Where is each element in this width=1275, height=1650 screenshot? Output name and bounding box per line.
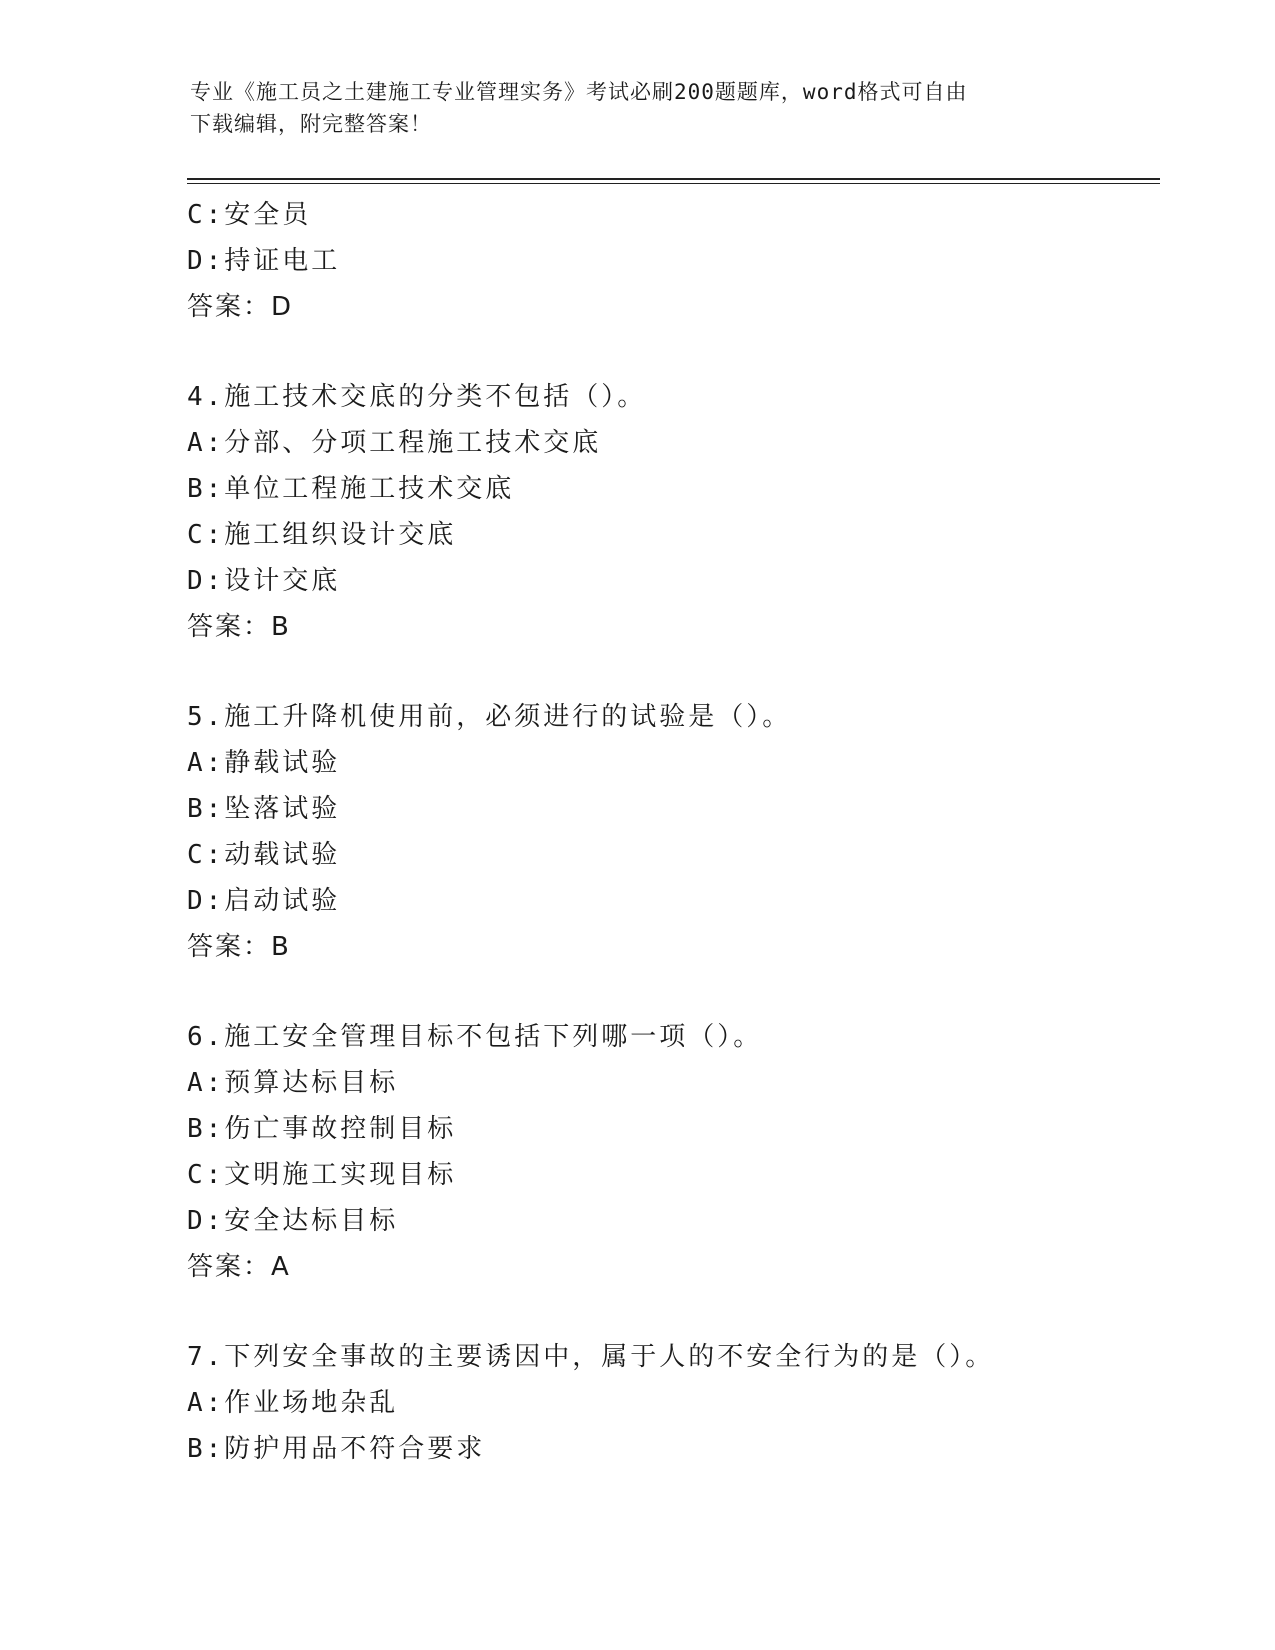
block-spacer — [187, 1290, 1167, 1334]
document-header — [190, 76, 1090, 140]
question-text: 5.施工升降机使用前，必须进行的试验是（）。 — [187, 702, 792, 732]
option-line: C:施工组织设计交底 — [187, 520, 457, 550]
question-block — [187, 694, 1167, 970]
option-line: A:静载试验 — [187, 748, 341, 778]
header-line-1: 专业《施工员之土建施工专业管理实务》考试必刷200题题库，word格式可自由 — [190, 80, 968, 104]
header-line-2: 下载编辑，附完整答案！ — [190, 112, 432, 136]
option-line: D:启动试验 — [187, 886, 341, 916]
option-line: A:预算达标目标 — [187, 1068, 399, 1098]
answer-line: 答案：B — [187, 612, 291, 642]
option-line: C:文明施工实现目标 — [187, 1160, 457, 1190]
block-spacer — [187, 650, 1167, 694]
option-line: D:设计交底 — [187, 566, 341, 596]
question-block — [187, 192, 1167, 330]
option-line: B:伤亡事故控制目标 — [187, 1114, 457, 1144]
option-line: B:防护用品不符合要求 — [187, 1434, 486, 1464]
question-text: 4.施工技术交底的分类不包括（）。 — [187, 382, 647, 412]
block-spacer — [187, 330, 1167, 374]
option-line: B:坠落试验 — [187, 794, 341, 824]
option-line: A:分部、分项工程施工技术交底 — [187, 428, 602, 458]
option-line: A:作业场地杂乱 — [187, 1388, 399, 1418]
question-block — [187, 374, 1167, 650]
question-block — [187, 1014, 1167, 1290]
header-divider — [187, 178, 1160, 184]
option-line: C:安全员 — [187, 200, 312, 230]
answer-line: 答案：A — [187, 1252, 291, 1282]
question-text: 7.下列安全事故的主要诱因中，属于人的不安全行为的是（）。 — [187, 1342, 995, 1372]
question-list — [187, 192, 1167, 1472]
option-line: D:持证电工 — [187, 246, 341, 276]
option-line: C:动载试验 — [187, 840, 341, 870]
option-line: B:单位工程施工技术交底 — [187, 474, 515, 504]
answer-line: 答案：B — [187, 932, 291, 962]
answer-line: 答案：D — [187, 292, 294, 322]
question-text: 6.施工安全管理目标不包括下列哪一项（）。 — [187, 1022, 763, 1052]
block-spacer — [187, 970, 1167, 1014]
question-block — [187, 1334, 1167, 1472]
option-line: D:安全达标目标 — [187, 1206, 399, 1236]
